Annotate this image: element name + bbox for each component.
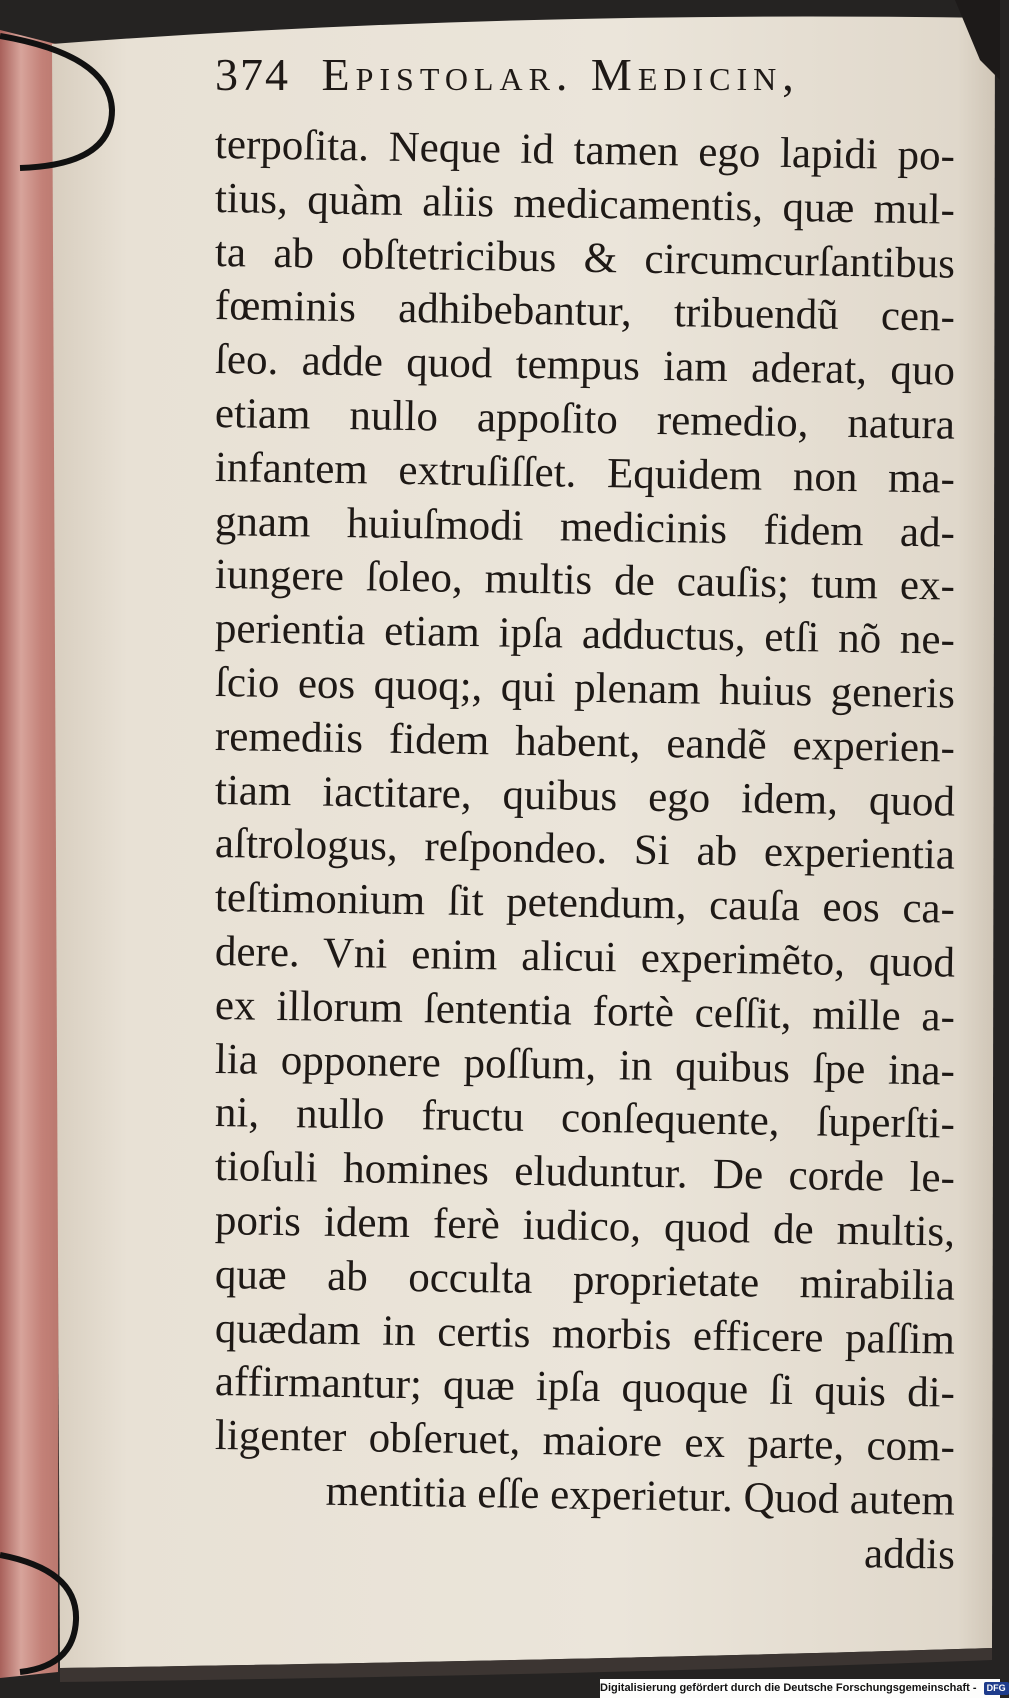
text-line: fœminis adhibebantur, tribuendũ cen- (214, 282, 956, 342)
text-line: mentitia eſſe experietur. Quod autem (325, 1467, 956, 1525)
text-line: tius, quàm aliis medicamentis, quæ mul- (214, 174, 956, 234)
text-line: dere. Vni enim alicui experimẽto, quod (214, 927, 956, 987)
page-edge (0, 30, 60, 1678)
dfg-logo: DFG (984, 1682, 1009, 1695)
text-line: quædam in certis morbis efficere paſſim (214, 1304, 956, 1364)
text-line: ſeo. adde quod tempus iam aderat, quo (214, 336, 956, 395)
text-line: remediis fidem habent, eandẽ experien- (214, 712, 956, 772)
text-line: quæ ab occulta proprietate mirabilia (214, 1250, 956, 1310)
text-line: ligenter obſeruet, maiore ex parte, com- (214, 1412, 956, 1471)
catchword: addis (863, 1529, 956, 1579)
footer-credit-text: Digitalisierung gefördert durch die Deutsche Forschungsgemeinschaft - (600, 1682, 977, 1694)
text-line: aſtrologus, reſpondeo. Si ab experientia (214, 820, 956, 879)
text-line: terpoſita. Neque id tamen ego lapidi po- (214, 121, 956, 180)
text-line: ſcio eos quoq;, qui plenam huius generis (214, 658, 956, 718)
text-line: iungere ſoleo, multis de cauſis; tum ex- (214, 551, 956, 610)
running-title: Epistolar. Medicin, (321, 49, 800, 100)
text-line: affirmantur; quæ ipſa quoque ſi quis di- (214, 1358, 956, 1417)
text-line: teſtimonium ſit petendum, cauſa eos ca- (214, 874, 956, 933)
text-line: etiam nullo appoſito remedio, natura (214, 389, 956, 449)
text-line: ta ab obſtetricibus & circumcurſantibus (214, 228, 956, 288)
text-line: poris idem ferè iudico, quod de multis, (214, 1196, 956, 1256)
text-line: perientia etiam ipſa adductus, etſi nõ ne- (214, 605, 956, 664)
text-line: lia opponere poſſum, in quibus ſpe ina- (214, 1035, 956, 1095)
running-head (215, 48, 955, 110)
text-line: ni, nullo fructu conſequente, ſuperſti- (214, 1089, 956, 1148)
page-number: 374 (215, 49, 290, 100)
text-line: infantem extruſiſſet. Equidem non ma- (214, 443, 956, 503)
body-text (214, 118, 956, 1579)
text-line: tioſuli homines eluduntur. De corde le- (214, 1143, 956, 1202)
text-line: ex illorum ſententia fortè ceſſit, mille a- (214, 981, 956, 1041)
text-line: gnam huiuſmodi medicinis fidem ad- (214, 497, 956, 557)
text-line: tiam iactitare, quibus ego idem, quod (214, 766, 956, 826)
footer-credit (600, 1679, 1006, 1698)
